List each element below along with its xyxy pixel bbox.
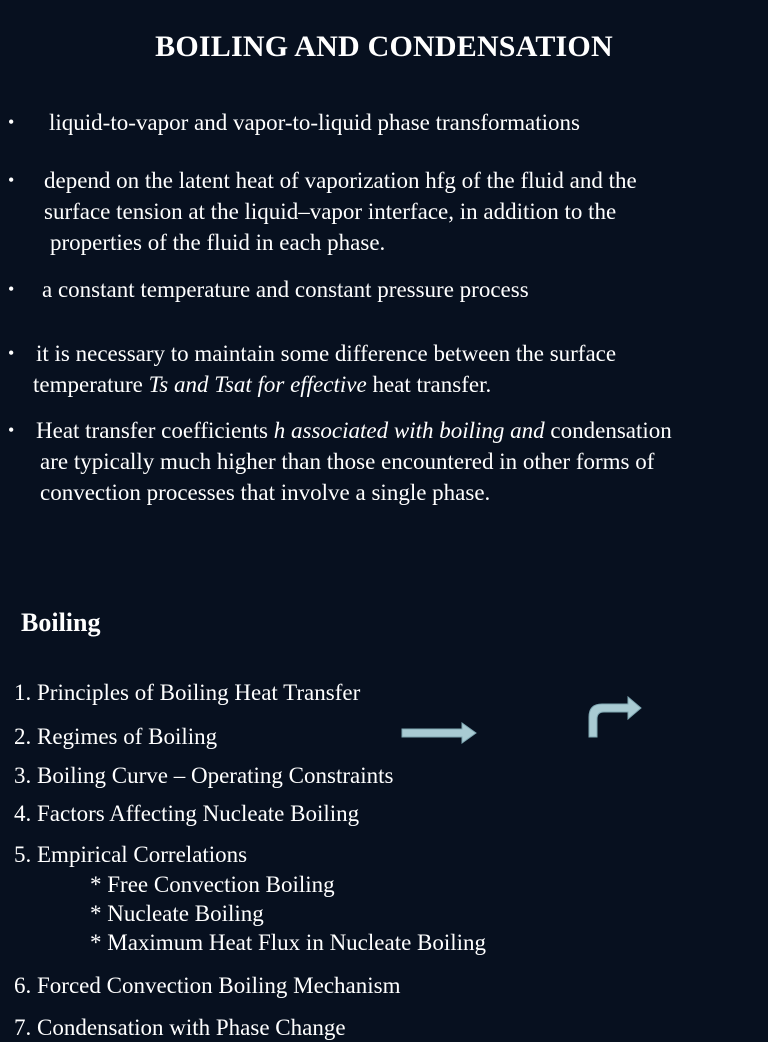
list-item: 4. Factors Affecting Nucleate Boiling: [14, 801, 360, 826]
sub-list-item: * Nucleate Boiling: [90, 901, 264, 926]
list-item: 3. Boiling Curve – Operating Constraints: [14, 763, 394, 788]
bullet-icon: •: [8, 112, 15, 132]
bent-up-right-arrow-icon: [585, 695, 643, 739]
right-arrow-shape: [402, 723, 476, 743]
bullet-icon: •: [8, 279, 15, 299]
list-item: 1. Principles of Boiling Heat Transfer: [14, 680, 361, 705]
bullet-icon: •: [8, 420, 15, 440]
sub-list-item: * Free Convection Boiling: [90, 872, 335, 897]
bullet-text: properties of the fluid in each phase.: [50, 230, 386, 255]
list-item: 6. Forced Convection Boiling Mechanism: [14, 973, 401, 998]
bullet-icon: •: [8, 343, 15, 363]
bullet-text: convection processes that involve a single phase.: [40, 480, 491, 505]
section-heading-boiling: Boiling: [21, 608, 101, 637]
list-item: 2. Regimes of Boiling: [14, 724, 218, 749]
bullet-text: are typically much higher than those encountered in other forms of: [40, 449, 655, 474]
bent-arrow-shape: [589, 697, 641, 737]
bullet-text: a constant temperature and constant pressure process: [42, 277, 529, 302]
bullet-text: it is necessary to maintain some difference between the surface: [36, 341, 617, 366]
bullet-text: depend on the latent heat of vaporization hfg of the fluid and the: [44, 168, 637, 193]
bullet-text: liquid-to-vapor and vapor-to-liquid phase transformations: [49, 110, 580, 135]
sub-list-item: * Maximum Heat Flux in Nucleate Boiling: [90, 930, 487, 955]
list-item: 5. Empirical Correlations: [14, 842, 248, 867]
bullet-text: Heat transfer coefficients h associated with boiling and condensation: [36, 418, 672, 443]
list-item: 7. Condensation with Phase Change: [14, 1015, 346, 1040]
bullet-icon: •: [8, 170, 15, 190]
bullet-text: temperature Ts and Tsat for effective heat transfer.: [33, 372, 492, 397]
page-title: BOILING AND CONDENSATION: [155, 30, 613, 63]
right-arrow-icon: [401, 721, 477, 745]
bullet-text: surface tension at the liquid–vapor interface, in addition to the: [44, 199, 617, 224]
